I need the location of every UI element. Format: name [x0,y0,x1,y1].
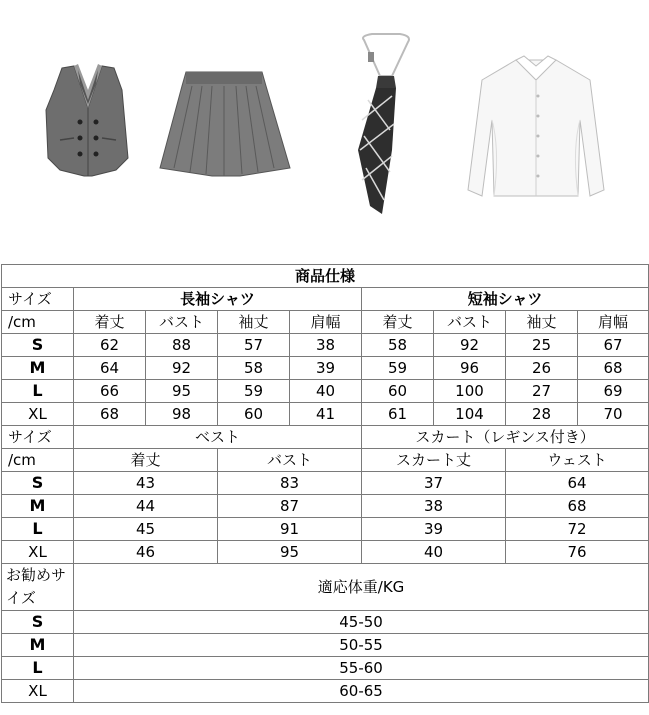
table-cell: 66 [74,380,146,403]
table-cell: 62 [74,334,146,357]
column-header: スカート丈 [362,449,506,472]
size-label-line2: /cm [2,449,74,472]
table-cell: 72 [506,518,649,541]
table-cell: 64 [74,357,146,380]
table-cell: 25 [506,334,578,357]
table-cell: 39 [290,357,362,380]
table-cell: 96 [434,357,506,380]
weight-header: 適応体重/KG [74,564,649,611]
table-cell: 70 [578,403,649,426]
column-header: バスト [146,311,218,334]
vest-header: ベスト [74,426,362,449]
table-title: 商品仕様 [2,265,649,288]
table-cell: 26 [506,357,578,380]
table-cell: 40 [362,541,506,564]
table-cell: 91 [218,518,362,541]
size-cell: XL [2,403,74,426]
size-chart-table [1,264,649,703]
table-cell: 87 [218,495,362,518]
table-cell: 44 [74,495,218,518]
size-cell: L [2,657,74,680]
size-cell: S [2,334,74,357]
column-header: 着丈 [362,311,434,334]
size-cell: S [2,472,74,495]
table-cell: 41 [290,403,362,426]
table-cell: 98 [146,403,218,426]
table-cell: 40 [290,380,362,403]
table-cell: 38 [290,334,362,357]
vest-image [46,64,128,176]
table-cell: 67 [578,334,649,357]
table-cell: 37 [362,472,506,495]
size-cell: S [2,611,74,634]
size-cell: XL [2,541,74,564]
shirt-image [468,56,604,196]
size-cell: M [2,357,74,380]
column-header: バスト [434,311,506,334]
table-cell: 27 [506,380,578,403]
column-header: 肩幅 [290,311,362,334]
skirt-header: スカート（レギンス付き） [362,426,649,449]
column-header: 袖丈 [218,311,290,334]
table-cell: 57 [218,334,290,357]
size-cell: M [2,495,74,518]
size-cell: M [2,634,74,657]
table-cell: 58 [218,357,290,380]
table-cell: 68 [578,357,649,380]
table-cell: 64 [506,472,649,495]
product-images [0,0,649,264]
short-shirt-header: 短袖シャツ [362,288,649,311]
table-cell: 100 [434,380,506,403]
size-cell: L [2,518,74,541]
table-cell: 83 [218,472,362,495]
table-cell: 55-60 [74,657,649,680]
column-header: ウェスト [506,449,649,472]
table-cell: 50-55 [74,634,649,657]
size-label-line2: /cm [2,311,74,334]
table-cell: 38 [362,495,506,518]
size-label-line1: サイズ [2,288,74,311]
table-cell: 60 [362,380,434,403]
long-shirt-header: 長袖シャツ [74,288,362,311]
table-cell: 58 [362,334,434,357]
table-cell: 43 [74,472,218,495]
column-header: 肩幅 [578,311,649,334]
column-header: 着丈 [74,311,146,334]
table-cell: 95 [218,541,362,564]
table-cell: 61 [362,403,434,426]
table-cell: 45-50 [74,611,649,634]
table-cell: 92 [146,357,218,380]
table-cell: 68 [506,495,649,518]
table-cell: 76 [506,541,649,564]
table-cell: 45 [74,518,218,541]
table-cell: 92 [434,334,506,357]
table-cell: 60-65 [74,680,649,703]
table-cell: 39 [362,518,506,541]
table-cell: 59 [218,380,290,403]
table-cell: 60 [218,403,290,426]
column-header: 袖丈 [506,311,578,334]
table-cell: 69 [578,380,649,403]
tie-image [358,34,409,214]
column-header: バスト [218,449,362,472]
skirt-image [160,72,290,176]
size-label-line1: サイズ [2,426,74,449]
table-cell: 88 [146,334,218,357]
recommend-size-label: お勧めサイズ [2,564,74,611]
table-cell: 46 [74,541,218,564]
size-cell: XL [2,680,74,703]
table-cell: 95 [146,380,218,403]
column-header: 着丈 [74,449,218,472]
size-cell: L [2,380,74,403]
table-cell: 28 [506,403,578,426]
table-cell: 59 [362,357,434,380]
table-cell: 68 [74,403,146,426]
table-cell: 104 [434,403,506,426]
